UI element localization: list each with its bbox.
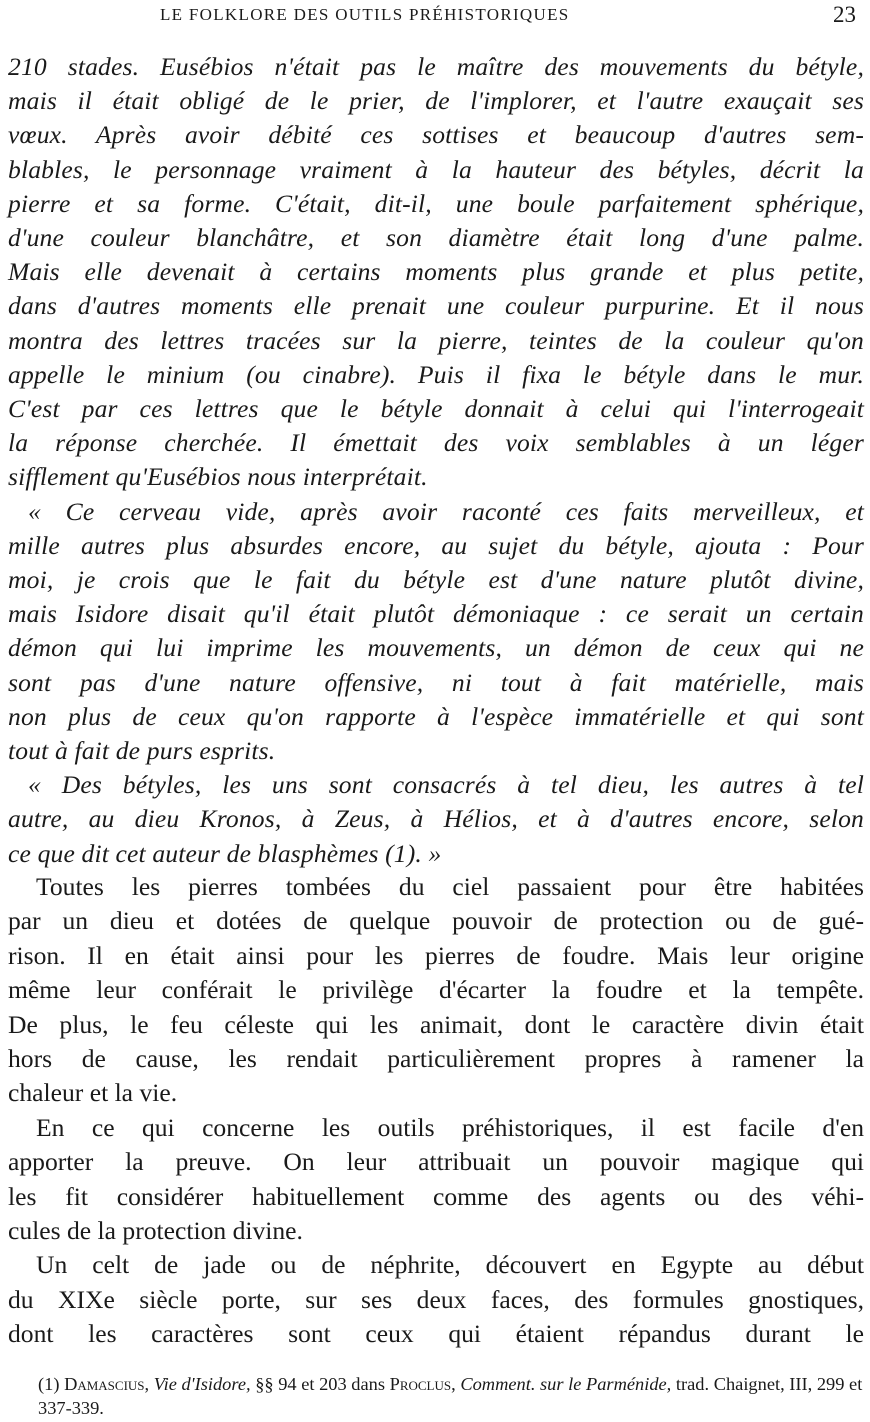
running-title: LE FOLKLORE DES OUTILS PRÉHISTORIQUES	[160, 5, 570, 24]
quote-line: appelle le minium (ou cinabre). Puis il fixa le bétyle dans le mur.	[8, 359, 864, 389]
quote-line: mille autres plus absurdes encore, au sujet du bétyle, ajouta : Pour	[8, 530, 864, 560]
body-line: Toutes les pierres tombées du ciel passaient pour être habitées	[36, 872, 864, 901]
quote-line: sifflement qu'Eusébios nous interprétait.	[8, 462, 428, 492]
quote-line: mais il était obligé de le prier, de l'implorer, et l'autre exauçait ses	[8, 86, 864, 116]
body-line: les fit considérer habituellement comme des agents ou des véhi-	[8, 1181, 864, 1211]
running-head	[8, 2, 862, 28]
footnote-marker: (1)	[38, 1374, 60, 1394]
footnote-author2: Proclus,	[389, 1374, 456, 1394]
quoted-passage	[8, 50, 864, 871]
body-text	[8, 870, 864, 1352]
quote-line: blables, le personnage vraiment à la hauteur des bétyles, décrit la	[8, 154, 864, 184]
body-line: par un dieu et dotées de quelque pouvoir de protection ou de gué-	[8, 906, 864, 936]
page-number: 23	[833, 2, 856, 27]
quote-line: sont pas d'une nature offensive, ni tout à fait matérielle, mais	[8, 667, 864, 697]
quote-line: montra des lettres tracées sur la pierre, teintes de la couleur qu'on	[8, 325, 864, 355]
footnote-line	[8, 1372, 864, 1420]
footnote-work: Vie d'Isidore,	[153, 1374, 251, 1394]
footnote-rest: trad. Chaignet, III, 299 et 337-339.	[38, 1374, 863, 1418]
quote-line: C'est par ces lettres que le bétyle donnait à celui qui l'interrogeait	[8, 394, 864, 424]
quote-line: vœux. Après avoir débité ces sottises et beaucoup d'autres sem-	[8, 120, 864, 150]
quote-line: dans d'autres moments elle prenait une couleur purpurine. Et il nous	[8, 291, 864, 321]
footnote-work2: Comment. sur le Parménide,	[460, 1374, 672, 1394]
quote-line: tout à fait de purs esprits.	[8, 736, 276, 766]
quote-line: démon qui lui imprime les mouvements, un démon de ceux qui ne	[8, 633, 864, 663]
body-line: En ce qui concerne les outils préhistoriques, il est facile d'en	[36, 1112, 864, 1142]
quote-line: « Ce cerveau vide, après avoir raconté ces faits merveilleux, et	[28, 496, 864, 526]
body-line: hors de cause, les rendait particulièrement propres à ramener la	[8, 1044, 864, 1074]
body-line: dont les caractères sont ceux qui étaient répandus durant le	[8, 1319, 864, 1349]
footnote	[8, 1372, 864, 1420]
quote-line: « Des bétyles, les uns sont consacrés à tel dieu, les autres à tel	[28, 770, 864, 800]
body-line: apporter la preuve. On leur attribuait un pouvoir magique qui	[8, 1147, 864, 1177]
quote-line: autre, au dieu Kronos, à Zeus, à Hélios, et à d'autres encore, selon	[8, 804, 864, 834]
quote-line: la réponse cherchée. Il émettait des voix semblables à un léger	[8, 428, 864, 458]
body-line: même leur conférait le privilège d'écarter la foudre et la tempête.	[8, 975, 864, 1005]
quote-line: pierre et sa forme. C'était, dit-il, une boule parfaitement sphérique,	[8, 188, 864, 218]
body-line: Un celt de jade ou de néphrite, découvert en Egypte au début	[36, 1250, 864, 1280]
body-line: du XIXe siècle porte, sur ses deux faces, des formules gnostiques,	[8, 1284, 864, 1314]
footnote-author: Damascius,	[64, 1374, 150, 1394]
body-line: De plus, le feu céleste qui les animait, dont le caractère divin était	[8, 1009, 864, 1039]
quote-line: 210 stades. Eusébios n'était pas le maître des mouvements du bétyle,	[8, 52, 864, 81]
quote-line: Mais elle devenait à certains moments plus grande et plus petite,	[8, 257, 864, 287]
body-line: chaleur et la vie.	[8, 1078, 178, 1108]
body-line: cules de la protection divine.	[8, 1216, 303, 1246]
quote-line: non plus de ceux qu'on rapporte à l'espèce immatérielle et qui sont	[8, 701, 864, 731]
quote-line: d'une couleur blanchâtre, et son diamètre était long d'une palme.	[8, 223, 864, 253]
quote-line: ce que dit cet auteur de blasphèmes (1). »	[8, 838, 442, 868]
footnote-sections: §§ 94 et 203 dans	[255, 1374, 385, 1394]
quote-line: moi, je crois que le fait du bétyle est d'une nature plutôt divine,	[8, 565, 864, 595]
quote-line: mais Isidore disait qu'il était plutôt démoniaque : ce serait un certain	[8, 599, 864, 629]
body-line: rison. Il en était ainsi pour les pierres de foudre. Mais leur origine	[8, 940, 864, 970]
